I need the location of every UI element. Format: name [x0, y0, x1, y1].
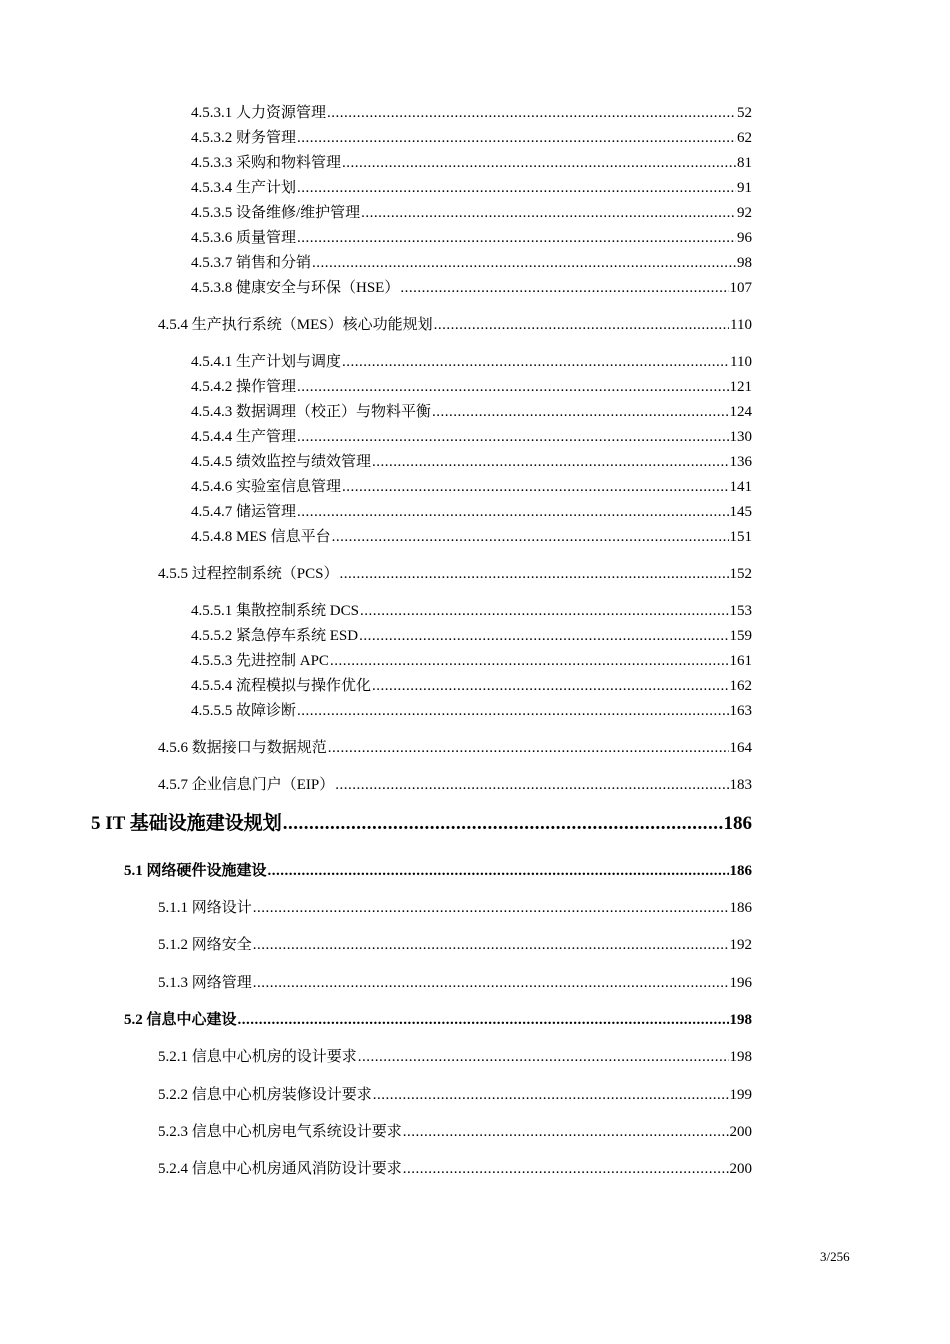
- toc-entry[interactable]: [191, 106, 752, 121]
- toc-entry-page: 62: [737, 130, 752, 146]
- toc-entry-label: 4.5.5.3 先进控制 APC: [191, 653, 329, 669]
- toc-entry[interactable]: [191, 530, 752, 545]
- toc-entry-page: 163: [729, 703, 752, 719]
- toc-entry[interactable]: [158, 976, 752, 991]
- toc-entry[interactable]: [191, 704, 752, 719]
- toc-entry-page: 110: [730, 354, 752, 370]
- toc-entry-label: 5.2.1 信息中心机房的设计要求: [158, 1049, 357, 1065]
- dot-leader: [328, 741, 729, 756]
- toc-entry[interactable]: [158, 1162, 752, 1177]
- dot-leader: [360, 604, 729, 619]
- dot-leader: [297, 380, 728, 395]
- dot-leader: [342, 480, 728, 495]
- toc-entry-label: 4.5.4.6 实验室信息管理: [191, 479, 342, 495]
- toc-entry-page: 159: [729, 628, 752, 644]
- toc-entry-page: 186: [723, 813, 752, 834]
- toc-entry-page: 145: [729, 504, 752, 520]
- page-indicator: 3/256: [820, 1249, 850, 1264]
- toc-entry-label: 4.5.4 生产执行系统（MES）核心功能规划: [158, 317, 433, 333]
- toc-entry[interactable]: [191, 380, 752, 395]
- toc-entry-label: 5.2.3 信息中心机房电气系统设计要求: [158, 1124, 402, 1140]
- toc-entry-page: 96: [737, 230, 752, 246]
- toc-entry[interactable]: [158, 778, 752, 793]
- toc-entry-label: 4.5.3.8 健康安全与环保（HSE）: [191, 280, 400, 296]
- dot-leader: [297, 704, 728, 719]
- dot-leader: [327, 106, 736, 121]
- toc-entry-label: 5.1 网络硬件设施建设: [124, 863, 267, 879]
- dot-leader: [283, 814, 723, 833]
- dot-leader: [432, 405, 728, 420]
- toc-entry[interactable]: [191, 629, 752, 644]
- toc-entry-page: 81: [737, 155, 752, 171]
- dot-leader: [373, 1088, 729, 1103]
- toc-entry-page: 186: [729, 900, 752, 916]
- toc-entry-label: 4.5.4.1 生产计划与调度: [191, 354, 342, 370]
- toc-entry-page: 52: [737, 105, 752, 121]
- toc-entry-label: 4.5.4.7 储运管理: [191, 504, 297, 520]
- toc-entry[interactable]: [158, 938, 752, 953]
- toc-entry-label: 5.2.4 信息中心机房通风消防设计要求: [158, 1161, 402, 1177]
- dot-leader: [403, 1125, 729, 1140]
- toc-entry[interactable]: [158, 741, 752, 756]
- dot-leader: [342, 156, 736, 171]
- toc-entry[interactable]: [191, 480, 752, 495]
- dot-leader: [268, 864, 729, 879]
- toc-entry[interactable]: [191, 206, 752, 221]
- toc-entry-label: 4.5.4.5 绩效监控与绩效管理: [191, 454, 372, 470]
- toc-entry-page: 198: [729, 1012, 752, 1028]
- toc-entry[interactable]: [158, 567, 752, 582]
- toc-entry[interactable]: [158, 318, 752, 333]
- dot-leader: [400, 281, 728, 296]
- toc-entry-label: 4.5.5.4 流程模拟与操作优化: [191, 678, 372, 694]
- toc-entry-page: 136: [729, 454, 752, 470]
- dot-leader: [335, 778, 728, 793]
- toc-entry-label: 4.5.3.5 设备维修/维护管理: [191, 205, 361, 221]
- toc-entry-page: 186: [729, 863, 752, 879]
- toc-entry[interactable]: [191, 231, 752, 246]
- toc-entry-label: 5.2.2 信息中心机房装修设计要求: [158, 1087, 372, 1103]
- dot-leader: [253, 901, 729, 916]
- toc-entry-page: 141: [729, 479, 752, 495]
- dot-leader: [358, 1050, 729, 1065]
- toc-entry-page: 198: [729, 1049, 752, 1065]
- toc-entry-label: 4.5.3.3 采购和物料管理: [191, 155, 342, 171]
- dot-leader: [297, 430, 728, 445]
- dot-leader: [297, 231, 736, 246]
- toc-section-entry[interactable]: [124, 1013, 752, 1028]
- dot-leader: [434, 318, 729, 333]
- toc-entry-page: 183: [729, 777, 752, 793]
- toc-entry-page: 200: [729, 1124, 752, 1140]
- toc-entry[interactable]: [191, 405, 752, 420]
- toc-entry-page: 110: [730, 317, 752, 333]
- toc-entry-label: 5.1.3 网络管理: [158, 975, 252, 991]
- dot-leader: [359, 629, 728, 644]
- toc-entry-page: 98: [737, 255, 752, 271]
- toc-entry-label: 4.5.3.4 生产计划: [191, 180, 297, 196]
- toc-entry-page: 153: [729, 603, 752, 619]
- dot-leader: [297, 505, 728, 520]
- dot-leader: [312, 256, 736, 271]
- dot-leader: [372, 455, 728, 470]
- toc-entry[interactable]: [191, 604, 752, 619]
- toc-entry[interactable]: [191, 505, 752, 520]
- dot-leader: [253, 938, 729, 953]
- toc-entry[interactable]: [191, 430, 752, 445]
- toc-entry-page: 92: [737, 205, 752, 221]
- toc-entry-page: 130: [729, 429, 752, 445]
- dot-leader: [253, 976, 729, 991]
- toc-entry[interactable]: [191, 355, 752, 370]
- toc-entry-label: 4.5.4.2 操作管理: [191, 379, 297, 395]
- toc-entry-label: 4.5.3.7 销售和分销: [191, 255, 312, 271]
- toc-entry[interactable]: [158, 901, 752, 916]
- dot-leader: [403, 1162, 729, 1177]
- toc-entry-label: 4.5.3.6 质量管理: [191, 230, 297, 246]
- dot-leader: [238, 1013, 729, 1028]
- toc-entry-label: 4.5.4.3 数据调理（校正）与物料平衡: [191, 404, 432, 420]
- dot-leader: [339, 567, 728, 582]
- toc-entry-label: 4.5.4.8 MES 信息平台: [191, 529, 331, 545]
- toc-entry[interactable]: [191, 256, 752, 271]
- toc-entry[interactable]: [158, 1050, 752, 1065]
- dot-leader: [332, 530, 729, 545]
- toc-entry-page: 192: [729, 937, 752, 953]
- toc-entry[interactable]: [191, 156, 752, 171]
- toc-entry-label: 4.5.3.1 人力资源管理: [191, 105, 327, 121]
- toc-entry[interactable]: [191, 654, 752, 669]
- toc-section-entry[interactable]: [124, 864, 752, 879]
- toc-entry-page: 121: [729, 379, 752, 395]
- dot-leader: [361, 206, 736, 221]
- dot-leader: [330, 654, 729, 669]
- toc-entry-label: 4.5.7 企业信息门户（EIP）: [158, 777, 335, 793]
- toc-entry-label: 4.5.5 过程控制系统（PCS）: [158, 566, 339, 582]
- toc-entry-label: 4.5.3.2 财务管理: [191, 130, 297, 146]
- toc-entry-page: 161: [729, 653, 752, 669]
- toc-entry[interactable]: [191, 679, 752, 694]
- toc-entry[interactable]: [191, 181, 752, 196]
- toc-entry-label: 4.5.5.2 紧急停车系统 ESD: [191, 628, 359, 644]
- toc-entry-label: 5.1.2 网络安全: [158, 937, 252, 953]
- toc-entry-label: 4.5.5.5 故障诊断: [191, 703, 297, 719]
- toc-entry-label: 4.5.6 数据接口与数据规范: [158, 740, 327, 756]
- toc-entry-page: 91: [737, 180, 752, 196]
- toc-entry-label: 5.1.1 网络设计: [158, 900, 252, 916]
- toc-entry-page: 200: [729, 1161, 752, 1177]
- dot-leader: [297, 181, 736, 196]
- toc-entry[interactable]: [158, 1125, 752, 1140]
- toc-entry-page: 124: [729, 404, 752, 420]
- toc-entry[interactable]: [191, 281, 752, 296]
- toc-entry[interactable]: [191, 131, 752, 146]
- toc-entry-page: 162: [729, 678, 752, 694]
- toc-entry-page: 151: [729, 529, 752, 545]
- toc-entry-page: 196: [729, 975, 752, 991]
- toc-entry-label: 5 IT 基础设施建设规划: [91, 813, 282, 834]
- toc-entry-page: 199: [729, 1087, 752, 1103]
- dot-leader: [297, 131, 736, 146]
- toc-entry-label: 4.5.5.1 集散控制系统 DCS: [191, 603, 359, 619]
- toc-entry-label: 5.2 信息中心建设: [124, 1012, 237, 1028]
- toc-entry[interactable]: [158, 1088, 752, 1103]
- toc-entry[interactable]: [191, 455, 752, 470]
- toc-chapter-entry[interactable]: [91, 814, 752, 833]
- toc-entry-page: 152: [729, 566, 752, 582]
- dot-leader: [342, 355, 729, 370]
- dot-leader: [372, 679, 728, 694]
- toc-entry-label: 4.5.4.4 生产管理: [191, 429, 297, 445]
- toc-entry-page: 164: [729, 740, 752, 756]
- toc-entry-page: 107: [729, 280, 752, 296]
